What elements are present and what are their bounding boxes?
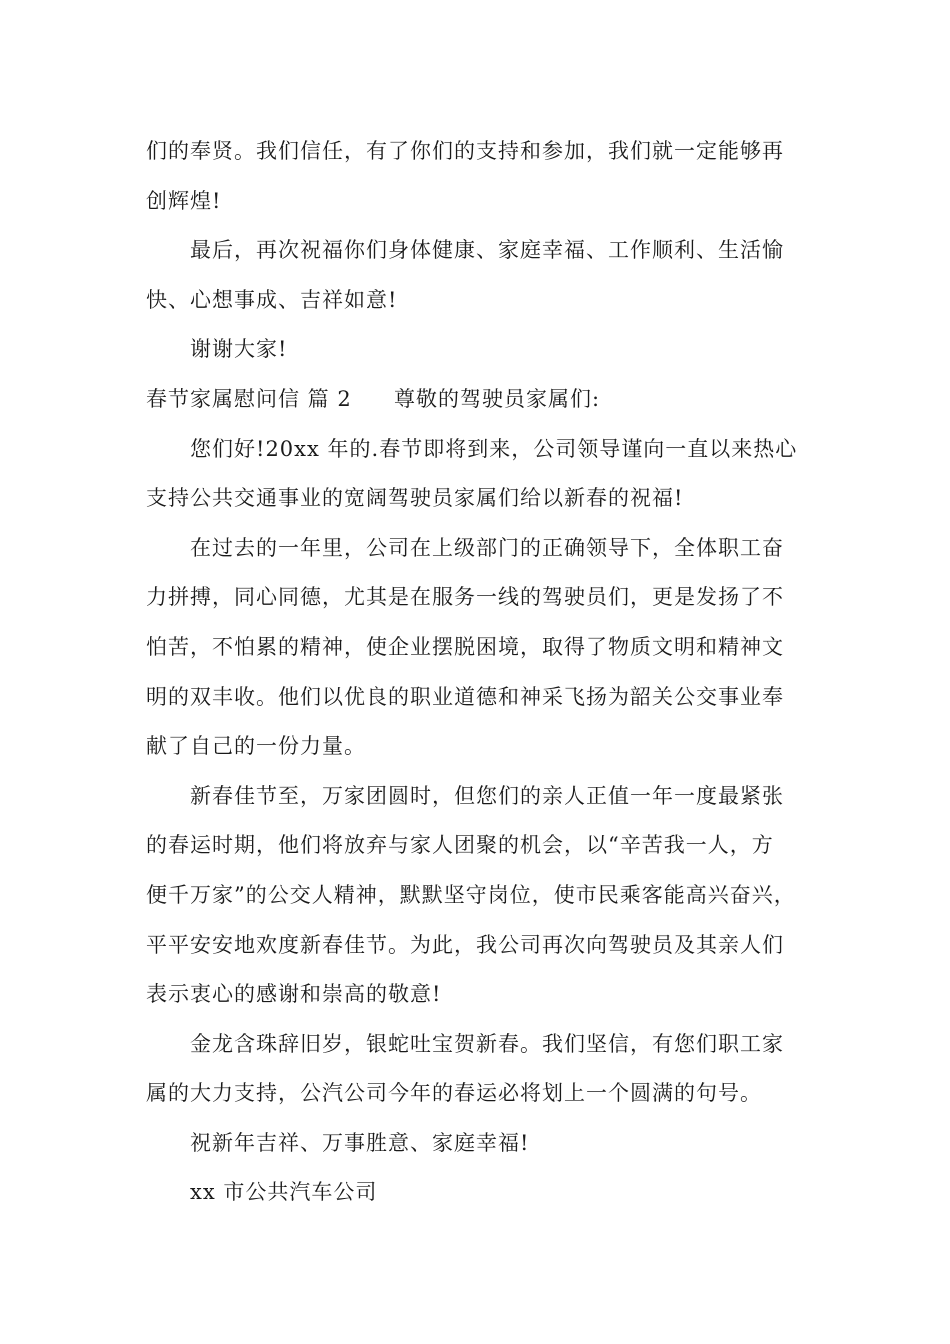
- signature-line: xx 市公共汽车公司: [190, 1180, 378, 1205]
- paragraph-line: 怕苦，不怕累的精神，使企业摆脱困境，取得了物质文明和精神文: [146, 634, 784, 659]
- paragraph-line: 最后，再次祝福你们身体健康、家庭幸福、工作顺利、生活愉: [190, 238, 784, 263]
- paragraph-line: 便千万家”的公交人精神，默默坚守岗位，使市民乘客能高兴奋兴，: [146, 882, 796, 907]
- section-heading: [146, 375, 826, 425]
- paragraph-line: 支持公共交通事业的宽阔驾驶员家属们给以新春的祝福!: [146, 486, 684, 511]
- paragraph-line: 表示衷心的感谢和崇高的敬意!: [146, 982, 442, 1007]
- paragraph-line: 们的奉贤。我们信任，有了你们的支持和参加，我们就一定能够再: [146, 139, 784, 163]
- paragraph-line: 在过去的一年里，公司在上级部门的正确领导下，全体职工奋: [190, 535, 784, 560]
- paragraph-line: 平平安安地欢度新春佳节。为此，我公司再次向驾驶员及其亲人们: [146, 932, 784, 957]
- salutation: 尊敬的驾驶员家属们:: [394, 386, 601, 411]
- paragraph-line: 金龙含珠辞旧岁，银蛇吐宝贺新春。我们坚信，有您们职工家: [190, 1031, 784, 1056]
- paragraph-line: 新春佳节至，万家团圆时，但您们的亲人正值一年一度最紧张: [190, 783, 784, 808]
- document-body: [146, 127, 826, 1218]
- paragraph-line: 属的大力支持，公汽公司今年的春运必将划上一个圆满的句号。: [146, 1081, 762, 1106]
- section-title: 春节家属慰问信 篇 2: [146, 386, 352, 411]
- greeting-line: 祝新年吉祥、万事胜意、家庭幸福!: [190, 1130, 530, 1155]
- paragraph-line: 力拼搏，同心同德，尤其是在服务一线的驾驶员们，更是发扬了不: [146, 585, 784, 610]
- paragraph-line: 您们好!20xx 年的.春节即将到来，公司领导谨向一直以来热心: [190, 436, 798, 461]
- closing-thanks: 谢谢大家!: [190, 337, 288, 362]
- paragraph-line: 明的双丰收。他们以优良的职业道德和神采飞扬为韶关公交事业奉: [146, 684, 784, 709]
- paragraph-line: 献了自己的一份力量。: [146, 734, 366, 759]
- paragraph-line: 创辉煌!: [146, 188, 222, 213]
- paragraph-line: 快、心想事成、吉祥如意!: [146, 287, 398, 312]
- paragraph-line: 的春运时期，他们将放弃与家人团聚的机会，以“辛苦我一人，方: [146, 833, 774, 858]
